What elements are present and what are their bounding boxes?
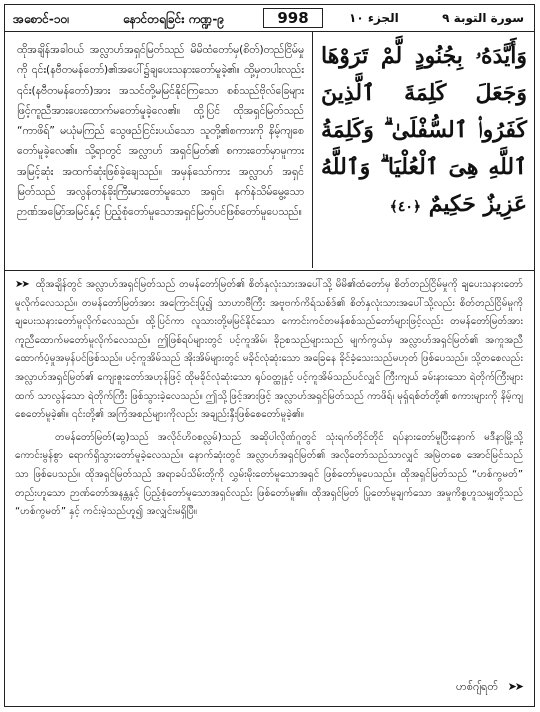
arabic-verse-text: وَأَيَّدَهُۥ بِجُنُودٍ لَّمْ تَرَوْهَا وَجَعَلَ كَلِمَةَ ٱلَّذِينَ كَفَرُوا۟ ٱلسُّفْلَىٰ ۗ وَكَلِمَةُ ٱللَّهِ هِىَ ٱلْعُلْيَا ۗ وَٱللَّهُ عَزِيزٌ حَكِيمٌ (321, 43, 527, 217)
volume-label: အစောင်-၁၀၊ (13, 12, 70, 26)
page-header (5, 5, 534, 32)
surah-label: سورة التوبة ٩ (442, 11, 524, 25)
verse-section (5, 32, 534, 270)
arrow-icon: ➤➤ (507, 680, 522, 693)
commentary (15, 276, 523, 526)
page-frame (4, 4, 535, 707)
commentary-paragraph-2 (15, 429, 523, 522)
arrow-icon: ➤➤ (15, 279, 28, 290)
section-divider (5, 270, 534, 271)
commentary-paragraph-1 (15, 276, 523, 425)
commentary-text-2: တမန်တော်မြတ်(ဆွ)သည် အလိုင်ဟိဝစလ္လမ်)သည် အဆိုပါလိုဏ်ဂူတွင် သုံးရက်တိုင်တိုင် ရပ်နားတော်မူပြီးနောက် မဒီနာမြို့သို့ ကောင်းမွန်စွာ ရောက်ရှိသွားတော်မူခဲ့လေသည်။ နောက်ဆုံးတွင် အလ္လာဟ်အရှင်မြတ်၏ အလိုတော်သည်သာလျှင် အမြဲတစေ အောင်မြင်သည်သာ ဖြစ်ပေသည်။ ထိုအရှင်မြတ်သည် အရာခပ်သိမ်းတို့ကို လွှမ်းမိုးတော်မူသောအရှင် ဖြစ်တော်မူပေသည်။ ထိုအရှင်မြတ်သည် “ဟစ်ကွမတ်” တည်းဟူသော ဉာဏ်တော်အနန္တနှင့် ပြည့်စုံတော်မူသောအရှင်လည်း ဖြစ်တော်မူ၏။ ထိုအရှင်မြတ် ပြုတော်မူချက်သော အမှုကိစ္စဟူသမျှတို့သည် “ဟစ်ကွမတ်” နှင့် ကင်းမဲ့သည်ဟူ၍ အလျှင်းမရှိပြီ။ (15, 431, 523, 518)
commentary-text-1: ထိုအချိန်တွင် အလ္လာဟ်အရှင်မြတ်သည် တမန်တော်မြတ်၏ စိတ်နှလုံးသားအပေါ်သို့ မိမိ၏ထံတော်မှ စိတ်တည်ငြိမ်မှုကို ချပေးသနားတော်မူလိုက်လေသည်။ တမန်တော်မြတ်အား အကြောင်းပြု၍ သာဟာဗီကြီး အဗူဗက်ကိရ်သစ်ဒ်၏ စိတ်နှလုံးသားအပေါ်သို့လည်း စိတ်တည်ငြိမ်မှုကို ချပေးသနားတော်မူလိုက်လေသည်။ ထို့ပြင်ကာ လူသားတို့မမြင်နိုင်သော ကောင်းကင်တမန်စစ်သည်တော်များဖြင့်လည်း တမန်တော်မြတ်အား ကူညီထောက်မတော်မူလိုက်လေသည်။ ဤဖြစ်ရပ်များတွင် ပင့်ကူအိမ်၊ ခိုဥစသည်များသည် မျက်ကွယ်မှ အလ္လာဟ်အရှင်မြတ်၏ အကူအညီ ထောက်ပံ့မှုအမှန်ပင်ဖြစ်သည်။ ပင့်ကူအိမ်သည် အိုးအိမ်များတွင် မခိုင်လုံဆုံးသော အခြေနေ ခိုင်ခံ့သေးသည်မဟုတ် ဖြစ်ပေသည်။ သို့တစေလည်း အလ္လာဟ်အရှင်မြတ်၏ ကျေးဇူးတော်အဟုန်ဖြင့် ထိုမခိုင်လုံဆုံးသော ရုပ်ဝတ္ထုနှင့် ပင့်ကူအိမ်သည်ပင်လျှင် ကြီးကျယ် ခမ်းနားသော ရဲတိုက်ကြီးများထက် သာလွန်သော ရဲတိုက်ကြီး ဖြစ်သွားခဲ့လေသည်။ ဤသို့ဖြင့်အားဖြင့် အလ္လာဟ်အရှင်မြတ်သည် ကာဖိရ်၊ မုရှ်ရစ်တ်တို့၏ စကားများကို နိမ့်ကျစေတော်မူခဲ့၏။ ၎င်းတို့၏ အကြံအစည်များကိုလည်း အချည်းနှီးဖြစ်စေတော်မူခဲ့၏။ (15, 279, 523, 421)
arabic-verse (313, 32, 535, 268)
chapter-label: နောင်တရခြင်း ကဏ္ဍ-၉ (123, 12, 225, 26)
next-topic-label: ဟစ်ဂျ်ရတ် (456, 680, 499, 693)
ayah-number-marker: ﴿٤٠﴾ (389, 199, 422, 215)
page-footer (456, 680, 522, 696)
juz-label: الجزء ١٠ (349, 11, 399, 25)
translation-text: ထိုအချိန်အခါ၀ယ် အလ္လာဟ်အရှင်မြတ်သည် မိမိထံတော်မှ(စိတ်)တည်ငြိမ်မှုကို ၎င်း(နဗီတမန်တော်)၏အပေါ်၌ချပေးသနားတော်မူခဲ့၏။ ထို့မှတပါးလည်း ၎င်း(နဗီတမန်တော်)အား အသင်တို့မမြင်နိုင်ကြသော စစ်သည်ဗိုလ်ခြေများဖြင့်ကူညီအားပေးထောက်မတော်မူခဲ့လေ၏။ ထို့ပြင် ထိုအရှင်မြတ်သည် “ကာဖိရ်” မယုံမကြည် သွေဖည်ငြင်းပယ်သော သူတို့၏စကားကို နိမ့်ကျစေတော်မူခဲ့လေ၏။ သို့ရာတွင် အလ္လာဟ် အရှင်မြတ်၏ စကားတော်မှာမူကား အမြင့်ဆုံး အထက်ဆုံးဖြစ်ခဲ့ချေသည်။ အမှန်သော်ကား အလ္လာဟ် အရှင်မြတ်သည် အလွန်တန်ခိုးကြီးမားတော်မူသော အရှင်၊ နက်နဲသိမ်မွေ့သော ဉာဏ်အမြော်အမြင်နှင့် ပြည့်စုံတော်မူသောအရှင်မြတ်ပင်ဖြစ်တော်မူပေသည်။ (5, 32, 313, 268)
page-number: 998 (263, 8, 323, 28)
ayah-number: ٤٠ (397, 199, 413, 215)
